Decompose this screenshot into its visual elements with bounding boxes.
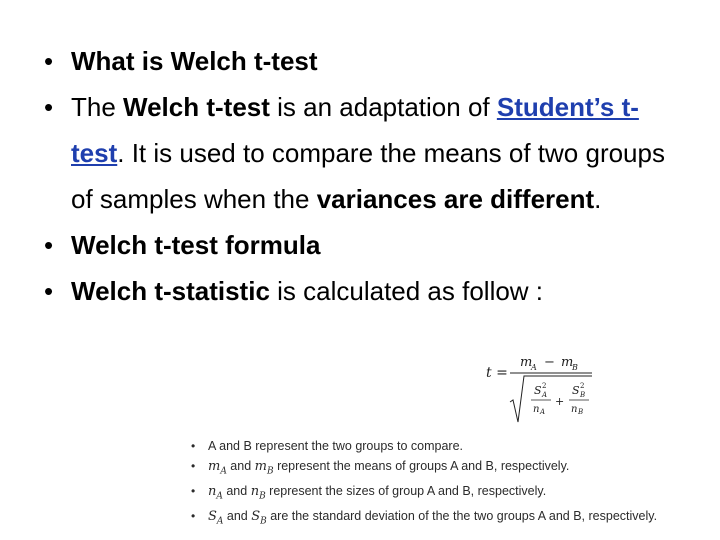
note-bullet: • xyxy=(191,483,196,498)
note-std-dev xyxy=(191,507,711,532)
formula-mean-b-sub: B xyxy=(572,363,578,372)
bullet-welch-formula xyxy=(44,222,684,268)
statistic-term: Welch t-statistic xyxy=(71,276,270,306)
bullet-welch-question xyxy=(44,38,684,84)
formula-lhs: t = xyxy=(486,365,508,381)
definition-mid1: is an adaptation of xyxy=(269,92,497,122)
note-groups xyxy=(191,437,711,457)
note-var-1: $m_A$ xyxy=(208,458,227,477)
bullet-welch-statistic xyxy=(44,268,684,314)
definition-post: . xyxy=(594,184,602,214)
note-var-1: $n_A$ xyxy=(208,483,223,502)
note-bullet: • xyxy=(191,439,196,453)
formula-minus: − xyxy=(544,355,555,370)
note-sizes xyxy=(191,482,711,507)
formula-s-b: S xyxy=(572,384,580,397)
bullet-dot: • xyxy=(44,46,54,76)
heading-what-is-welch: What is Welch t-test xyxy=(71,46,318,76)
formula-n-b-sub: B xyxy=(578,408,584,416)
note-and: and xyxy=(223,508,252,523)
bullet-welch-definition xyxy=(44,84,684,222)
formula-n-b: n xyxy=(571,404,578,415)
note-var-2: $n_B$ xyxy=(250,483,266,502)
note-var-2: $m_B$ xyxy=(254,458,274,477)
heading-welch-formula: Welch t-test formula xyxy=(71,230,321,260)
note-bullet: • xyxy=(191,458,196,473)
formula-s-a-sq: 2 xyxy=(542,382,547,390)
note-var-2: $S_B$ xyxy=(251,508,267,527)
definition-pre: The xyxy=(71,92,124,122)
note-text: represent the sizes of group A and B, respectively. xyxy=(265,483,547,498)
statistic-rest: is calculated as follow : xyxy=(269,276,544,306)
note-bullet: • xyxy=(191,508,196,523)
main-bullet-list xyxy=(44,38,684,314)
definition-variances: variances are different xyxy=(316,184,595,214)
welch-formula xyxy=(484,350,604,428)
note-text: are the standard deviation of the the two groups A and B, respectively. xyxy=(266,508,658,523)
bullet-dot: • xyxy=(44,230,54,260)
formula-s-a-sub: A xyxy=(542,391,548,399)
student-t-test-link[interactable]: Student’s t-test xyxy=(71,92,639,168)
bullet-dot: • xyxy=(44,276,54,306)
formula-s-b-sq: 2 xyxy=(580,382,585,390)
formula-mean-a-sub: A xyxy=(531,363,537,372)
note-text: represent the means of groups A and B, respectively. xyxy=(273,458,570,473)
formula-svg xyxy=(484,350,604,428)
formula-plus: + xyxy=(555,395,565,408)
note-and: and xyxy=(226,458,255,473)
bullet-dot: • xyxy=(44,92,54,122)
note-means xyxy=(191,457,711,482)
note-and: and xyxy=(222,483,251,498)
variable-notes-list xyxy=(191,437,711,532)
formula-mean-a: m xyxy=(520,355,533,370)
formula-s-b-sub: B xyxy=(580,391,586,399)
note-text: A and B represent the two groups to compare. xyxy=(208,439,464,453)
formula-s-a: S xyxy=(534,384,542,397)
definition-term: Welch t-test xyxy=(123,92,270,122)
note-var-1: $S_A$ xyxy=(208,508,224,527)
formula-n-a: n xyxy=(533,404,540,415)
formula-mean-b: m xyxy=(561,355,574,370)
formula-n-a-sub: A xyxy=(540,408,546,416)
definition-mid2: . It is used to compare the means of two groups of samples when the xyxy=(71,138,665,214)
